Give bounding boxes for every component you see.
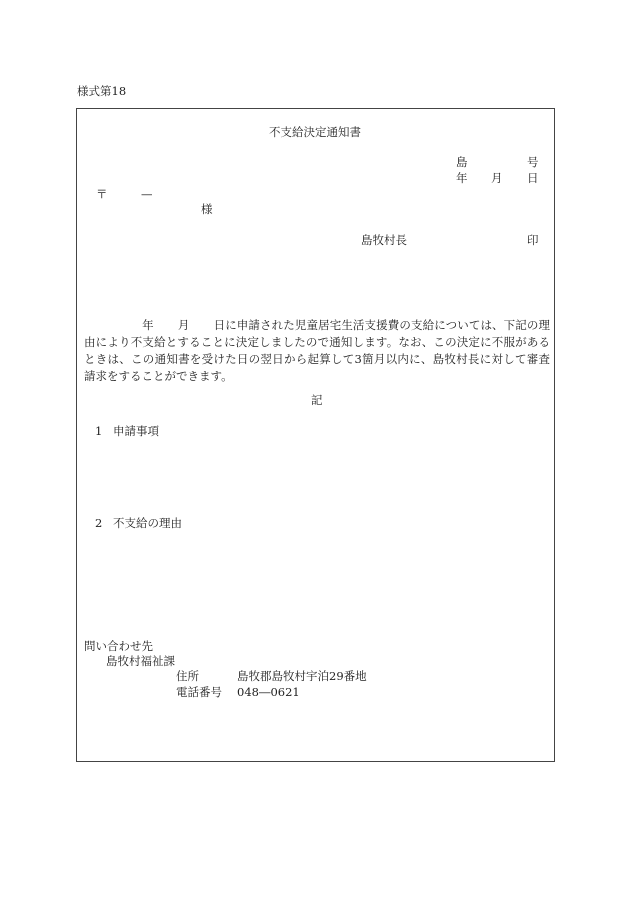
issuer-name: 島牧村長	[361, 233, 407, 247]
postal-mark: 〒	[96, 187, 108, 201]
doc-number-suffix: 号	[527, 155, 539, 169]
phone-value: 048―0621	[237, 685, 300, 699]
item-1-number: 1	[95, 424, 103, 438]
form-number-label: 様式第18	[77, 84, 127, 98]
addressee-suffix: 様	[201, 202, 213, 216]
address-label: 住所	[176, 669, 199, 683]
date-year: 年	[456, 171, 468, 185]
postal-dash: —	[141, 187, 153, 201]
contact-heading: 問い合わせ先	[84, 639, 153, 653]
contact-department: 島牧村福祉課	[106, 654, 175, 668]
phone-label: 電話番号	[176, 685, 222, 699]
body-year: 年	[142, 318, 154, 332]
address-value: 島牧郡島牧村宇泊29番地	[237, 669, 367, 683]
doc-number-prefix: 島	[456, 155, 468, 169]
document-title: 不支給決定通知書	[269, 125, 361, 139]
item-1-label: 申請事項	[113, 424, 159, 438]
date-month: 月	[491, 171, 503, 185]
notice-body	[84, 317, 550, 385]
body-text: 日に申請された児童居宅生活支援費の支給については、下記の理由により不支給とすることに決定しましたので通知します。なお、この決定に不服があるときは、この通知書を受けた日の翌日から起算して3箇月以内に、島牧村長に対して審査請求をすることができます。	[84, 318, 551, 383]
item-2-label: 不支給の理由	[113, 516, 182, 530]
item-2-number: 2	[95, 516, 103, 530]
date-day: 日	[527, 171, 539, 185]
seal-mark: 印	[527, 233, 539, 247]
ki-heading: 記	[311, 393, 323, 407]
body-month: 月	[177, 318, 190, 332]
